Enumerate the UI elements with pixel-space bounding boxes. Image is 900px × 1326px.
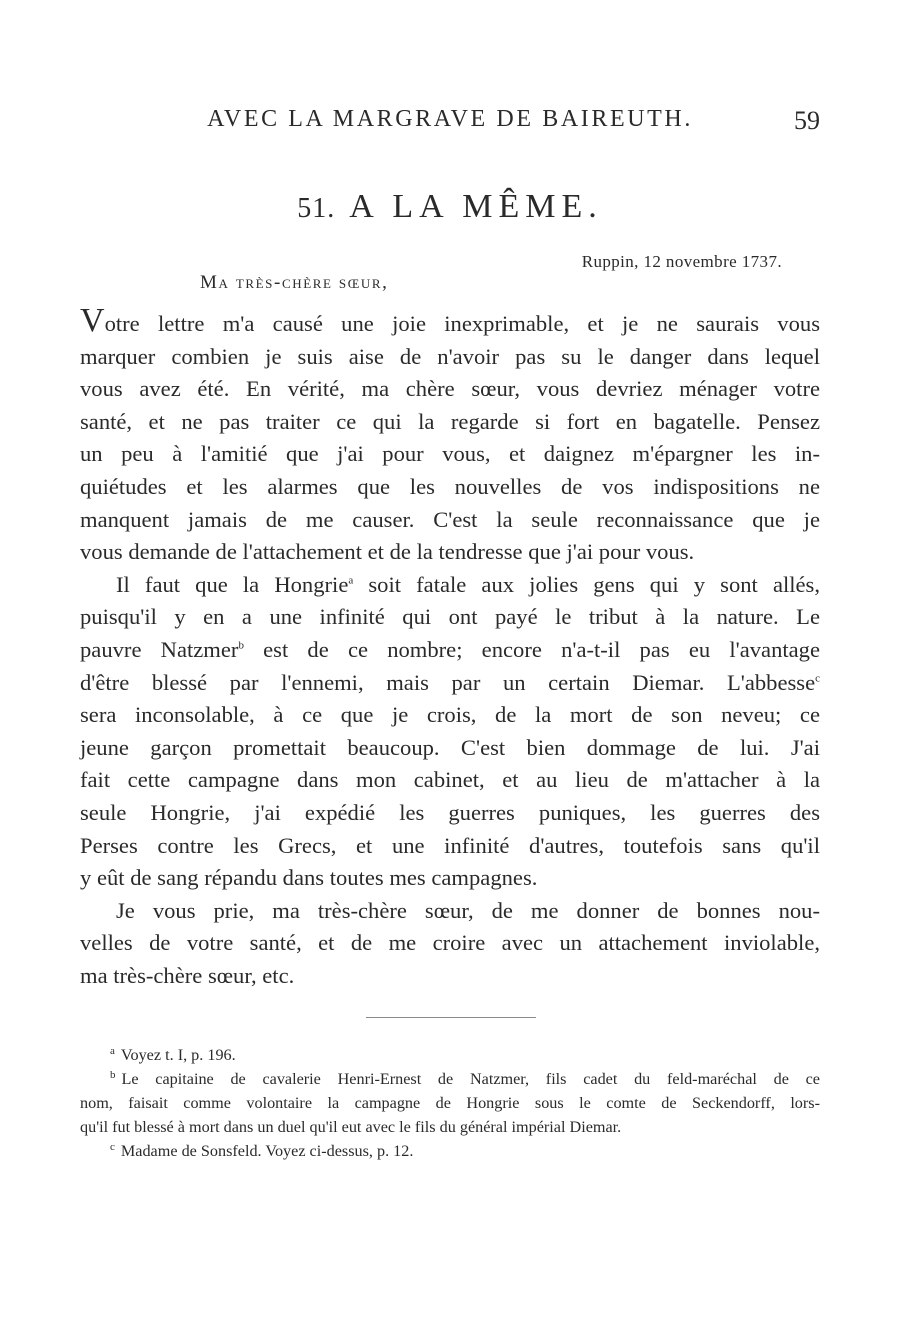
body-line: vous demande de l'attachement et de la tendresse que j'ai pour vous.: [80, 539, 695, 565]
letter-number: 51.: [297, 193, 336, 224]
body-line: fait cette campagne dans mon cabinet, et au lieu de m'attacher à la: [80, 767, 820, 793]
body-line: puisqu'il y en a une infinité qui ont payé le tribut à la nature. Le: [80, 604, 820, 630]
body-line: marquer combien je suis aise de n'avoir pas su le danger dans lequel: [80, 343, 820, 369]
body-line: Votre lettre m'a causé une joie inexprimable, et je ne saurais vous: [80, 302, 820, 339]
footnotes: [80, 1043, 820, 1163]
body-line: Je vous prie, ma très-chère sœur, de me donner de bonnes nou-: [116, 897, 820, 923]
footnote-line: nom, faisait comme volontaire la campagne de Hongrie sous le comte de Seckendorff, lors-: [80, 1094, 820, 1112]
footnote-mark: b: [110, 1068, 116, 1081]
footnote-c: $^c$ Madame de Sonsfeld. Voyez ci-dessus, p. 12.: [110, 1140, 414, 1160]
dateline: Ruppin, 12 novembre 1737.: [581, 252, 782, 271]
salutation: Ma très-chère sœur,: [200, 272, 389, 293]
body-line: santé, et ne pas traiter ce qui la regarde si fort en bagatelle. Pensez: [80, 408, 820, 434]
body-line: sera inconsolable, à ce que je crois, de la mort de son neveu; ce: [80, 702, 820, 728]
footnote-mark: a: [110, 1044, 115, 1057]
body-line: y eût de sang répandu dans toutes mes campagnes.: [80, 865, 538, 891]
body-line: jeune garçon promettait beaucoup. C'est bien dommage de lui. J'ai: [80, 734, 820, 760]
body-line: un peu à l'amitié que j'ai pour vous, et daignez m'épargner les in-: [80, 441, 820, 467]
note-ref-b[interactable]: b: [238, 639, 244, 652]
body-line: Il faut que la Hongrie$^a$ soit fatale aux jolies gens qui y sont allés,: [116, 571, 820, 597]
body-line: pauvre Natzmer$^b$ est de ce nombre; encore n'a-t-il pas eu l'avantage: [80, 636, 820, 662]
letter-heading: [80, 188, 820, 226]
note-ref-c[interactable]: c: [815, 672, 820, 684]
body-line: vous avez été. En vérité, ma chère sœur, vous devriez ménager votre: [80, 376, 820, 402]
body-line: quiétudes et les alarmes que les nouvelles de vos indispositions ne: [80, 473, 820, 499]
body-line: Perses contre les Grecs, et une infinité d'autres, toutefois sans qu'il: [80, 832, 820, 858]
dropcap: V: [80, 302, 105, 339]
footnote-line: qu'il fut blessé à mort dans un duel qu'il eut avec le fils du général impérial Diemar.: [80, 1118, 622, 1136]
body-line: velles de votre santé, et de me croire avec un attachement inviolable,: [80, 930, 820, 956]
running-title: AVEC LA MARGRAVE DE BAIREUTH.: [207, 106, 693, 132]
footnote-a: $^a$ Voyez t. I, p. 196.: [110, 1044, 236, 1064]
page-number: 59: [794, 106, 820, 135]
body-line: manquent jamais de me causer. C'est la seule reconnaissance que je: [80, 506, 820, 532]
footnote-separator: [366, 1017, 536, 1018]
body-line: seule Hongrie, j'ai expédié les guerres puniques, les guerres des: [80, 799, 820, 825]
footnote-b: $^b$ Le capitaine de cavalerie Henri-Ernest de Natzmer, fils cadet du feld-maréchal de ce: [110, 1068, 820, 1088]
running-head: [80, 104, 820, 138]
body-line: ma très-chère sœur, etc.: [80, 962, 295, 988]
letter-body: [80, 302, 820, 992]
footnote-mark: c: [110, 1140, 115, 1153]
note-ref-a[interactable]: a: [348, 574, 354, 587]
letter-title: A LA MÊME.: [349, 188, 603, 225]
body-line: d'être blessé par l'ennemi, mais par un certain Diemar. L'abbesse$^c$: [80, 669, 820, 695]
